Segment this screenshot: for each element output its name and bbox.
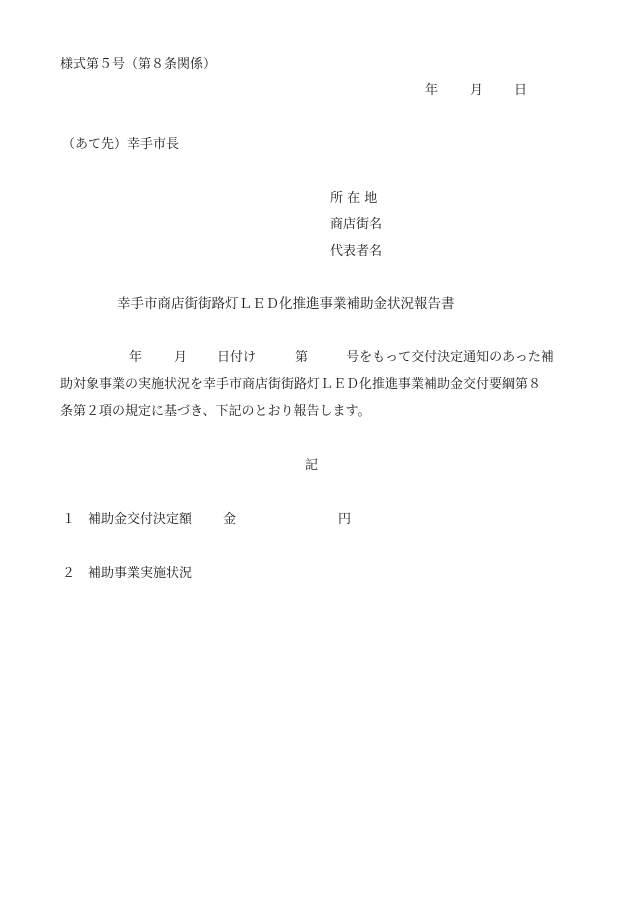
body-number-prefix: 第 <box>295 350 309 365</box>
submission-date <box>425 84 527 97</box>
item-1-prefix: 金 <box>223 512 237 527</box>
form-number: 様式第５号（第８条関係） <box>60 57 217 72</box>
body-month-label: 月 <box>174 350 188 365</box>
representative-label: 代表者名 <box>330 244 383 259</box>
addressee: （あて先）幸手市長 <box>62 137 180 152</box>
address-label: 所 在 地 <box>330 191 378 206</box>
item-2-label: 補助事業実施状況 <box>88 566 193 581</box>
date-month-label: 月 <box>470 83 484 98</box>
item-1-number: １ <box>62 512 76 527</box>
body-line-1-text: 号をもって交付決定通知のあった補 <box>346 350 554 365</box>
item-2-number: ２ <box>62 566 76 581</box>
date-year-label: 年 <box>425 83 439 98</box>
item-project-status <box>62 567 192 580</box>
item-1-label: 補助金交付決定額 <box>88 512 193 527</box>
body-dated-label: 日付け <box>217 350 257 365</box>
document-title: 幸手市商店街街路灯ＬＥＤ化推進事業補助金状況報告書 <box>117 296 455 312</box>
shopping-street-label: 商店街名 <box>330 217 383 232</box>
body-year-label: 年 <box>129 350 143 365</box>
item-grant-amount <box>62 513 351 526</box>
body-line-3: 条第２項の規定に基づき、下記のとおり報告します。 <box>60 404 371 419</box>
body-line-1 <box>60 351 554 364</box>
item-1-unit: 円 <box>338 512 352 527</box>
ki-heading: 記 <box>305 458 319 473</box>
date-day-label: 日 <box>514 83 528 98</box>
body-line-2: 助対象事業の実施状況を幸手市商店街街路灯ＬＥＤ化推進事業補助金交付要綱第８ <box>60 377 542 392</box>
